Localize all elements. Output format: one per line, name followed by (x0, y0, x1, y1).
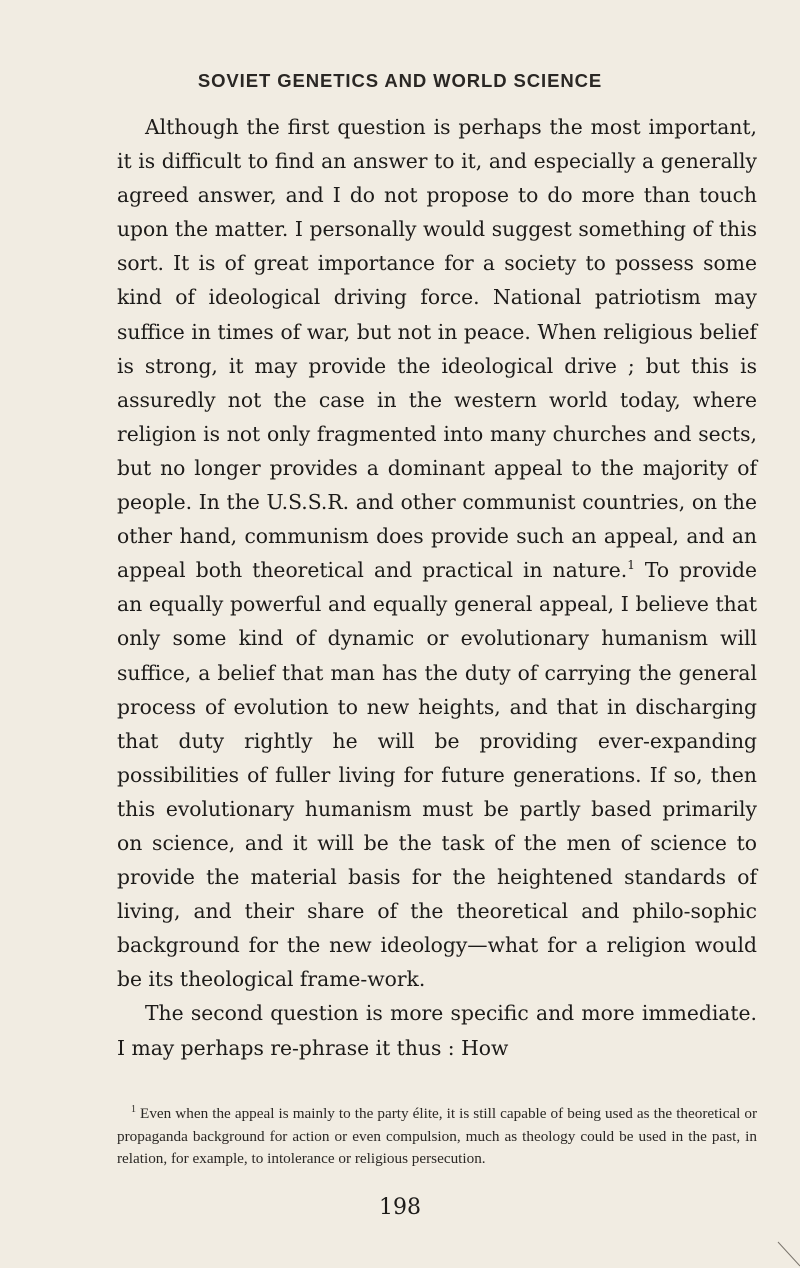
footnote-text: Even when the appeal is mainly to the party élite, it is still capable of being used as the theoretical or propaganda background for action or even compulsion, much as theology could be used in the past, in relation, for example, to intolerance or religious persecution. (117, 1105, 757, 1167)
footnote (117, 1103, 757, 1171)
running-head: SOVIET GENETICS AND WORLD SCIENCE (197, 70, 603, 91)
paragraph (117, 110, 757, 996)
paragraph (117, 996, 757, 1064)
page-number: 198 (379, 1195, 421, 1220)
body-text (117, 110, 757, 1065)
footnote-mark: 1 (131, 1103, 136, 1115)
paragraph-text-continued: To provide an equally powerful and equally general appeal, I believe that only some kind of dynamic or evolutionary humanism will suffice, a belief that man has the duty of carrying the general process of evolution to new heights, and that in discharging that duty rightly he will be providing ever-expanding possibilities of fuller living for future generations. If so, then this evolutionary humanism must be partly based primarily on science, and it will be the task of the men of science to provide the material basis for the heightened standards of living, and their share of the theoretical and philo-sophic background for the new ideology—what for a religion would be its theological frame-work. (117, 558, 757, 992)
paragraph-text: Although the first question is perhaps the most important, it is difficult to find an answer to it, and especially a generally agreed answer, and I do not propose to do more than touch upon the matter. I personally would suggest something of this sort. It is of great importance for a society to possess some kind of ideological driving force. National patriotism may suffice in times of war, but not in peace. When religious belief is strong, it may provide the ideological drive ; but this is assuredly not the case in the western world today, where religion is not only fragmented into many churches and sects, but no longer provides a dominant appeal to the majority of people. In the U.S.S.R. and other communist countries, on the other hand, communism does provide such an appeal, and an appeal both theoretical and practical in nature. (117, 115, 757, 583)
footnotes (117, 1103, 757, 1171)
footnote-reference[interactable]: 1 (627, 558, 635, 573)
page-corner-crease (760, 1228, 800, 1268)
paragraph-text: The second question is more specific and more immediate. I may perhaps re-phrase it thus : How (117, 1001, 757, 1060)
